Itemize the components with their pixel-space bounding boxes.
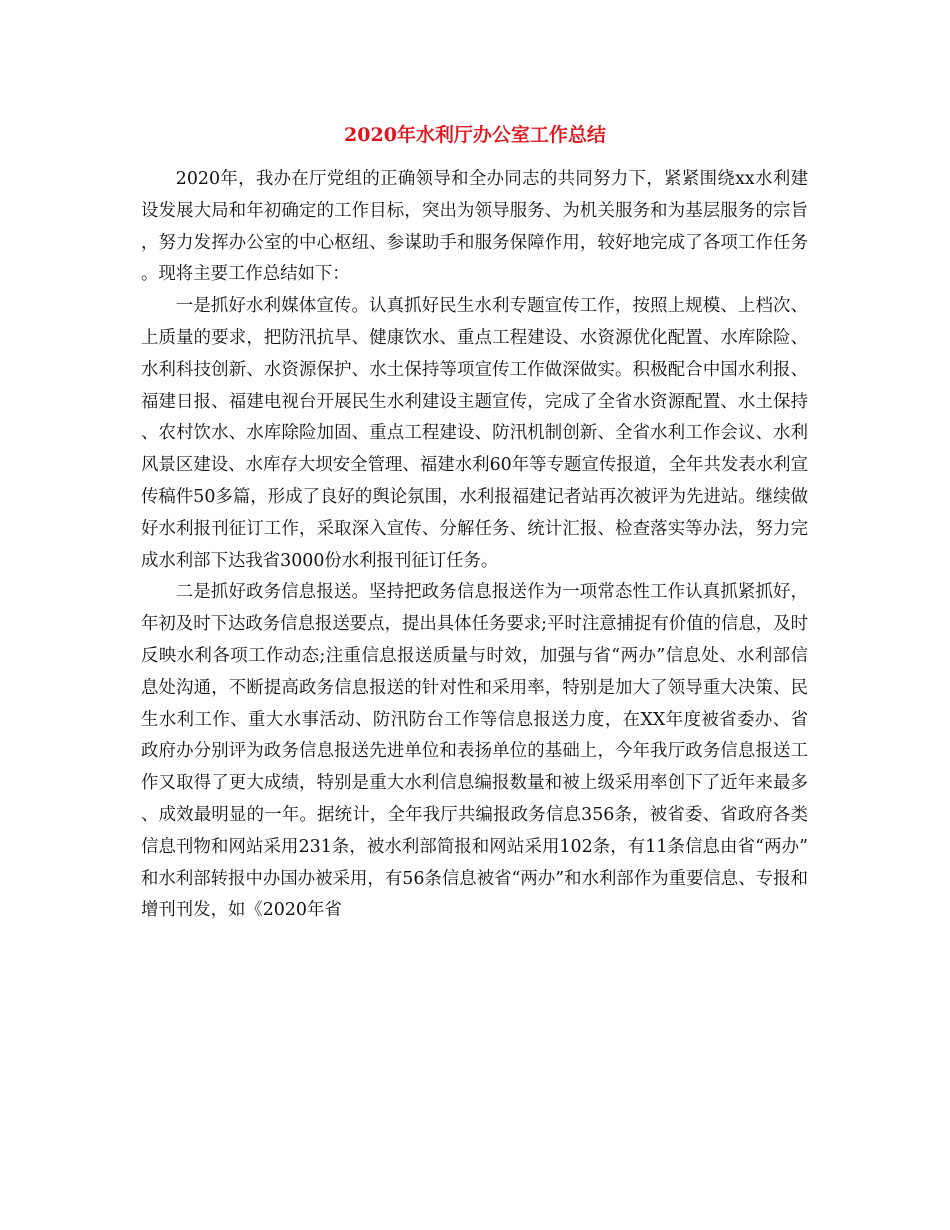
paragraph-government-information: 二是抓好政务信息报送。坚持把政务信息报送作为一项常态性工作认真抓紧抓好，年初及时下达政务信息报送要点，提出具体任务要求;平时注意捕捉有价值的信息，及时反映水利各项工作动态;注重信息报送质量与时效，加强与省“两办”信息处、水利部信息处沟通，不断提高政务信息报送的针对性和采用率，特别是加大了领导重大决策、民生水利工作、重大水事活动、防汛防台工作等信息报送力度，在XX年度被省委办、省政府办分别评为政务信息报送先进单位和表扬单位的基础上，今年我厅政务信息报送工作又取得了更大成绩，特别是重大水利信息编报数量和被上级采用率创下了近年来最多、成效最明显的一年。据统计，全年我厅共编报政务信息356条，被省委、省政府各类信息刊物和网站采用231条，被水利部简报和网站采用102条，有11条信息由省“两办”和水利部转报中办国办被采用，有56条信息被省“两办”和水利部作为重要信息、专报和增刊刊发，如《2020年省 <box>141 582 808 921</box>
paragraph-media-publicity: 一是抓好水利媒体宣传。认真抓好民生水利专题宣传工作，按照上规模、上档次、上质量的要求，把防汛抗旱、健康饮水、重点工程建设、水资源优化配置、水库除险、水利科技创新、水资源保护、水土保持等项宣传工作做深做实。积极配合中国水利报、福建日报、福建电视台开展民生水利建设主题宣传，完成了全省水资源配置、水土保持、农村饮水、水库除险加固、重点工程建设、防汛机制创新、全省水利工作会议、水利风景区建设、水库存大坝安全管理、福建水利60年等专题宣传报道，全年共发表水利宣传稿件50多篇，形成了良好的舆论氛围，水利报福建记者站再次被评为先进站。继续做好水利报刊征订工作，采取深入宣传、分解任务、统计汇报、检查落实等办法，努力完成水利部下达我省3000份水利报刊征订任务。 <box>141 296 808 571</box>
document-title: 2020年水利厅办公室工作总结 <box>344 124 606 146</box>
document-body <box>141 164 808 927</box>
paragraph-intro: 2020年，我办在厅党组的正确领导和全办同志的共同努力下，紧紧围绕xx水利建设发展大局和年初确定的工作目标，突出为领导服务、为机关服务和为基层服务的宗旨，努力发挥办公室的中心枢纽、参谋助手和服务保障作用，较好地完成了各项工作任务。现将主要工作总结如下： <box>141 169 808 285</box>
